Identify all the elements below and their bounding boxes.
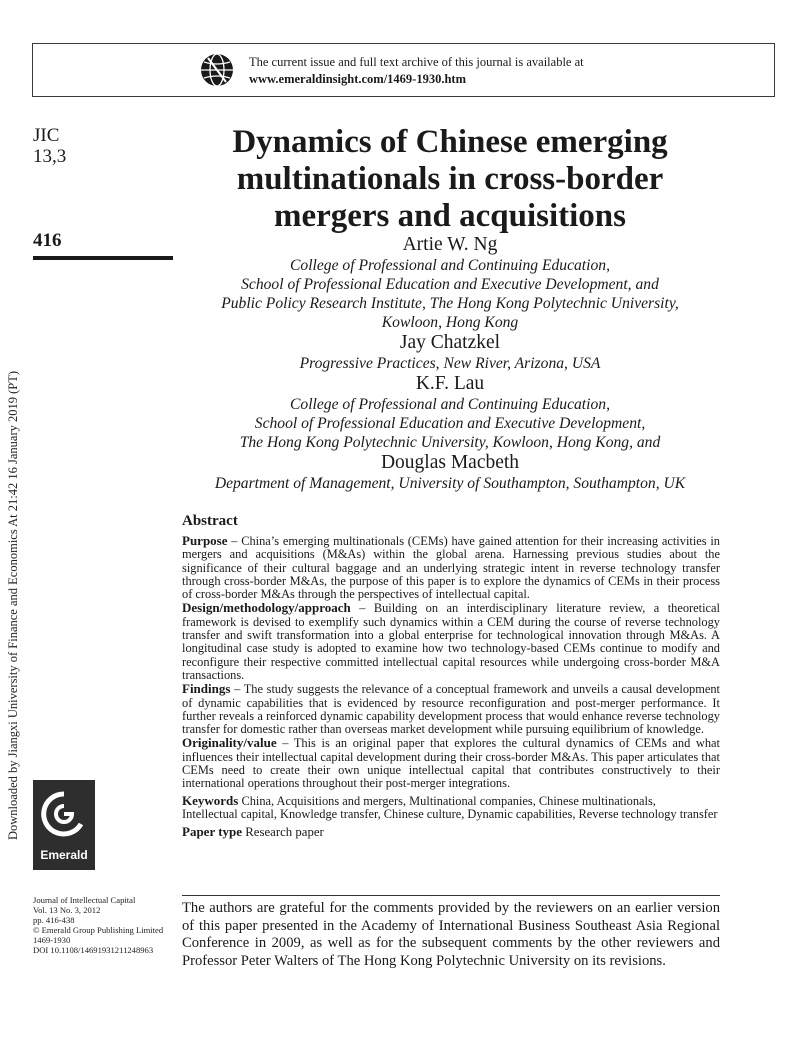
- journal-info: [33, 125, 66, 167]
- author-affiliation: Public Policy Research Institute, The Hong Kong Polytechnic University,: [221, 295, 679, 312]
- citation-line: pp. 416-438: [33, 915, 75, 925]
- title-line: mergers and acquisitions: [273, 198, 626, 234]
- citation-line: Journal of Intellectual Capital: [33, 895, 136, 905]
- author-name: Jay Chatzkel: [399, 332, 501, 353]
- title-line: multinationals in cross-border: [236, 161, 664, 197]
- acknowledgement-footnote: The authors are grateful for the comments provided by the reviewers on an earlier version of this paper presented in the Academy of International Business Southeast Asia Regional Conference in 2009, as well as for the subsequent comments by the other reviewers and Professor Peter Walters of The Hong Kong Polytechnic University on its revisions.: [182, 900, 720, 969]
- author-name: Artie W. Ng: [402, 234, 498, 255]
- citation-line: DOI 10.1108/14691931211248963: [33, 945, 154, 955]
- originality-label: Originality/value: [182, 735, 277, 751]
- author-name: Douglas Macbeth: [380, 452, 520, 473]
- author-list: [180, 234, 720, 493]
- author-affiliation: The Hong Kong Polytechnic University, Kowloon, Hong Kong, and: [239, 434, 661, 451]
- logo-text: Emerald: [40, 848, 88, 862]
- author-affiliation: Kowloon, Hong Kong: [381, 314, 519, 331]
- archive-notice: [249, 54, 584, 88]
- abstract-purpose: [182, 534, 720, 601]
- purpose-text: – China’s emerging multinationals (CEMs) have gained attention for their increasing activities in mergers and acquisitions (M&As) within the global arena. Harnessing previous studies about the significance of their cultural baggage and an underlying strategic intent in reverse technology transfer through cross-border M&As, the purpose of this paper is to explore the dynamics of CEMs in their process of cross-border M&As through the perspectives of intellectual capital.: [182, 534, 720, 602]
- purpose-label: Purpose: [182, 533, 228, 548]
- keywords: [182, 794, 720, 822]
- article-title: [180, 124, 720, 235]
- title-line: Dynamics of Chinese emerging: [232, 124, 668, 160]
- design-text: – Building on an interdisciplinary literature review, a theoretical framework is devised to exemplify such dynamics within a CEM during the course of reverse technology transfer and swift transformation into a global enterprise for technological innovation through M&As. A longitudinal case study is adopted to examine how two technology-based CEMs continue to modify and reconfigure their respective committed intellectual capital resources while undergoing cross-border M&A transactions.: [182, 601, 720, 682]
- findings-label: Findings: [182, 681, 231, 697]
- keywords-text: China, Acquisitions and mergers, Multinational companies, Chinese multinationals,: [241, 793, 656, 808]
- author-affiliation: Progressive Practices, New River, Arizona, USA: [299, 355, 601, 372]
- author-affiliation: School of Professional Education and Executive Development, and: [241, 276, 659, 293]
- paper-type-value: Research paper: [245, 825, 324, 840]
- findings-text: – The study suggests the relevance of a conceptual framework and unveils a causal development of dynamic capabilities that is evidenced by resource reconfiguration and post-merger performance. It further reveals a reinforced dynamic capability development process that would enhance reverse technology transfer for domestic rather than overseas market development while pursuing equilibrium of knowledge.: [182, 682, 720, 737]
- abstract-originality: [182, 736, 720, 790]
- author-affiliation: Department of Management, University of Southampton, Southampton, UK: [214, 475, 686, 492]
- citation-line: © Emerald Group Publishing Limited: [33, 925, 164, 935]
- design-label: Design/methodology/approach: [182, 600, 351, 616]
- journal-volume: 13,3: [33, 146, 67, 167]
- footnote-rule: [182, 895, 720, 896]
- abstract-section: [182, 512, 720, 840]
- globe-icon: [199, 52, 235, 88]
- emerald-e-icon: [40, 786, 88, 844]
- paper-type-label: Paper type: [182, 824, 243, 840]
- abstract-findings: [182, 682, 720, 736]
- author-affiliation: College of Professional and Continuing Education,: [290, 396, 610, 413]
- author-affiliation: College of Professional and Continuing Education,: [290, 257, 610, 274]
- abstract-design: [182, 601, 720, 682]
- emerald-logo: [33, 780, 95, 870]
- keywords-text: Intellectual capital, Knowledge transfer, Chinese culture, Dynamic capabilities, Reverse technology transfer: [182, 806, 718, 821]
- originality-text: – This is an original paper that explores the cultural dynamics of CEMs and what influences their intellectual capital development during their cross-border M&As. This paper articulates that CEMs need to create their own unique intellectual capital that contributes constructively to their international operations throughout their post-merger integrations.: [182, 736, 720, 791]
- citation-line: 1469-1930: [33, 935, 71, 945]
- author-affiliation: School of Professional Education and Executive Development,: [254, 415, 646, 432]
- paper-type: [182, 825, 720, 839]
- page-number: 416: [33, 230, 62, 251]
- citation-line: Vol. 13 No. 3, 2012: [33, 905, 101, 915]
- download-watermark: Downloaded by Jiangxi University of Finance and Economics At 21:42 16 January 2019 (PT): [6, 370, 20, 840]
- citation-block: [33, 895, 163, 955]
- archive-notice-text: The current issue and full text archive of this journal is available at: [249, 55, 584, 69]
- keywords-label: Keywords: [182, 792, 239, 808]
- abstract-heading: Abstract: [182, 513, 238, 529]
- journal-abbreviation: JIC: [33, 125, 60, 146]
- page-number-rule: [33, 256, 173, 260]
- journal-url-link[interactable]: www.emeraldinsight.com/1469-1930.htm: [249, 72, 466, 86]
- author-name: K.F. Lau: [415, 373, 485, 394]
- archive-notice-box: [32, 43, 775, 97]
